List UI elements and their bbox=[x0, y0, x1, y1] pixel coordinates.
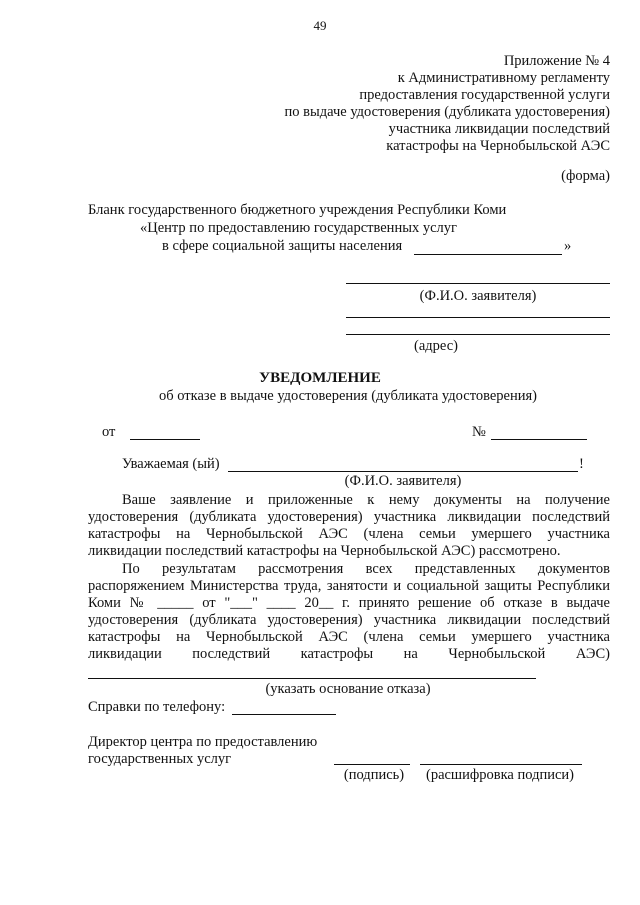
applicant-fio-caption: (Ф.И.О. заявителя) bbox=[419, 288, 537, 304]
paragraph-line: ликвидации последствий катастрофы на Чернобыльской АЭС) рассмотрено. bbox=[88, 543, 561, 559]
paragraph-line: удостоверения (дубликата удостоверения) участника ликвидации последствий bbox=[88, 612, 610, 628]
phone-label: Справки по телефону: bbox=[88, 699, 226, 715]
appendix-line: участника ликвидации последствий bbox=[388, 121, 610, 137]
letterhead-line: Бланк государственного бюджетного учреждения Республики Коми bbox=[88, 202, 507, 218]
number-blank-line bbox=[491, 439, 587, 440]
reason-blank-line bbox=[88, 678, 536, 679]
appendix-line: Приложение № 4 bbox=[503, 53, 610, 69]
date-blank-line bbox=[130, 439, 200, 440]
paragraph-line: удостоверения (дубликата удостоверения) участника ликвидации последствий bbox=[88, 509, 610, 525]
appendix-line: предоставления государственной услуги bbox=[359, 87, 610, 103]
applicant-fio-line bbox=[346, 283, 610, 284]
greeting-prefix: Уважаемая (ый) bbox=[122, 456, 220, 472]
greeting-caption: (Ф.И.О. заявителя) bbox=[344, 473, 462, 489]
from-label: от bbox=[102, 424, 116, 440]
form-label: (форма) bbox=[561, 168, 610, 184]
director-title-line: Директор центра по предоставлению bbox=[88, 734, 318, 750]
paragraph-line: катастрофы на Чернобыльской АЭС (члена семьи умершего участника bbox=[88, 629, 610, 645]
director-title-line: государственных услуг bbox=[88, 751, 232, 767]
letterhead-line: » bbox=[564, 238, 572, 254]
notice-subtitle: об отказе в выдаче удостоверения (дубликата удостоверения) bbox=[159, 388, 537, 404]
signature-caption: (подпись) bbox=[343, 767, 405, 783]
greeting-suffix: ! bbox=[579, 456, 584, 472]
letterhead-line: в сфере социальной защиты населения bbox=[162, 238, 403, 254]
paragraph-line: Ваше заявление и приложенные к нему документы на получение bbox=[122, 492, 610, 508]
letterhead-line: «Центр по предоставлению государственных услуг bbox=[140, 220, 457, 236]
signature-line bbox=[334, 764, 410, 765]
notice-title: УВЕДОМЛЕНИЕ bbox=[259, 370, 381, 386]
appendix-line: к Административному регламенту bbox=[397, 70, 610, 86]
signature-decode-line bbox=[420, 764, 582, 765]
phone-blank-line bbox=[232, 714, 336, 715]
letterhead-blank-line bbox=[414, 254, 562, 255]
paragraph-line: катастрофы на Чернобыльской АЭС (члена семьи умершего участника bbox=[88, 526, 610, 542]
page-number: 49 bbox=[313, 18, 327, 33]
paragraph-line: Коми № _____ от "___" ____ 20__ г. принято решение об отказе в выдаче bbox=[88, 595, 610, 611]
reason-caption: (указать основание отказа) bbox=[265, 681, 431, 697]
appendix-line: катастрофы на Чернобыльской АЭС bbox=[386, 138, 610, 154]
signature-decode-caption: (расшифровка подписи) bbox=[425, 767, 575, 783]
appendix-line: по выдаче удостоверения (дубликата удостоверения) bbox=[284, 104, 610, 120]
address-line bbox=[346, 334, 610, 335]
address-caption: (адрес) bbox=[414, 338, 458, 354]
greeting-blank-line bbox=[228, 471, 578, 472]
number-label: № bbox=[472, 424, 486, 440]
address-line bbox=[346, 317, 610, 318]
paragraph-line: По результатам рассмотрения всех представленных документов bbox=[122, 561, 610, 577]
paragraph-line: распоряжением Министерства труда, занятости и социальной защиты Республики bbox=[88, 578, 610, 594]
paragraph-line: ликвидации последствий катастрофы на Чернобыльской АЭС) bbox=[88, 646, 610, 662]
